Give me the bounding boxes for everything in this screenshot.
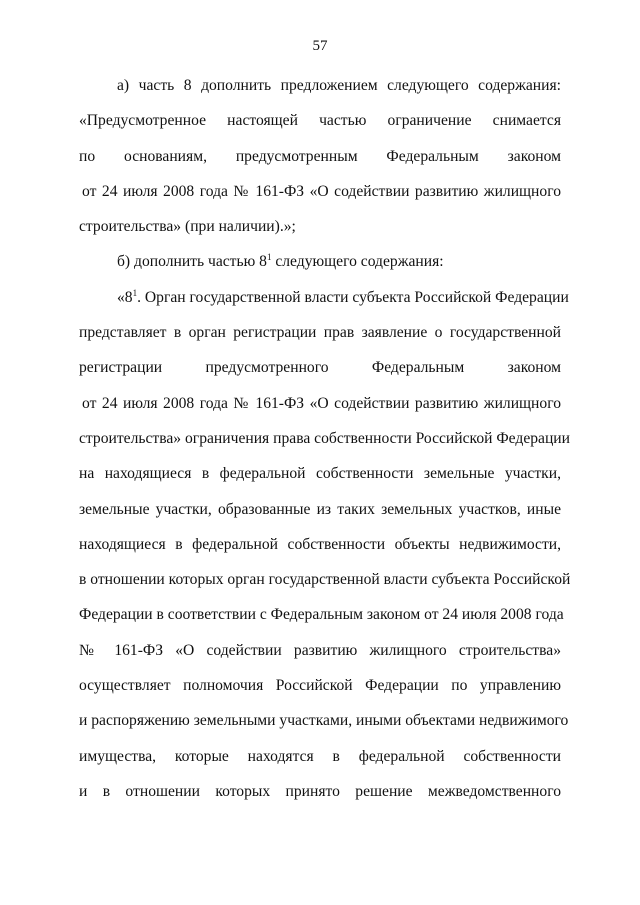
clause-8-1-line-13: и распоряжению земельными участками, иными объектами недвижимого (79, 712, 569, 730)
clause-8-1-line-5: строительства» ограничения права собственности Российской Федерации (79, 429, 570, 447)
clause-8-1-line-9: в отношении которых орган государственной власти субъекта Российской (79, 571, 571, 589)
paragraph-a-line-2: «Предусмотренное настоящей частью ограничение снимается (79, 112, 561, 130)
clause-8-1-text-start: «8 (117, 288, 133, 306)
paragraph-b-line-1 (79, 244, 561, 279)
page-number: 57 (312, 38, 328, 54)
clause-8-1-line-8: находящиеся в федеральной собственности объекты недвижимости, (79, 535, 561, 553)
paragraph-a-line-1: а) часть 8 дополнить предложением следующего содержания: (117, 77, 561, 94)
paragraph-a-line-3: по основаниям, предусмотренным Федеральным законом (79, 147, 561, 165)
clause-8-1-line-7: земельные участки, образованные из таких земельных участков, иные (79, 500, 561, 518)
paragraph-b-text-end: следующего содержания: (271, 253, 444, 271)
clause-8-1-line-14: имущества, которые находятся в федеральной собственности (79, 747, 561, 765)
clause-8-1-line-10: Федерации в соответствии с Федеральным законом от 24 июля 2008 года (79, 606, 564, 624)
clause-8-1-line-1 (79, 280, 569, 315)
document-body (79, 68, 571, 809)
clause-8-1-line-4: от 24 июля 2008 года № 161-ФЗ «О содействии развитию жилищного (82, 394, 561, 412)
clause-8-1-line-11: № 161-ФЗ «О содействии развитию жилищного строительства» (79, 641, 561, 659)
clause-8-1-line-6: на находящиеся в федеральной собственности земельные участки, (79, 465, 561, 483)
clause-8-1-line-2: представляет в орган регистрации прав заявление о государственной (79, 324, 561, 342)
clause-8-1-text-end: . Орган государственной власти субъекта Российской Федерации (137, 288, 569, 306)
paragraph-a-line-4: от 24 июля 2008 года № 161-ФЗ «О содействии развитию жилищного (82, 182, 561, 200)
clause-8-1-line-12: осуществляет полномочия Российской Федерации по управлению (79, 677, 561, 695)
paragraph-b-superscript: 1 (266, 252, 272, 263)
clause-8-1-superscript: 1 (132, 287, 138, 298)
clause-8-1-line-15: и в отношении которых принято решение межведомственного (79, 782, 561, 800)
paragraph-a-line-5: строительства» (при наличии).»; (79, 218, 296, 236)
paragraph-b-text-start: б) дополнить частью 8 (117, 253, 267, 271)
clause-8-1-line-3: регистрации предусмотренного Федеральным законом (79, 359, 561, 377)
